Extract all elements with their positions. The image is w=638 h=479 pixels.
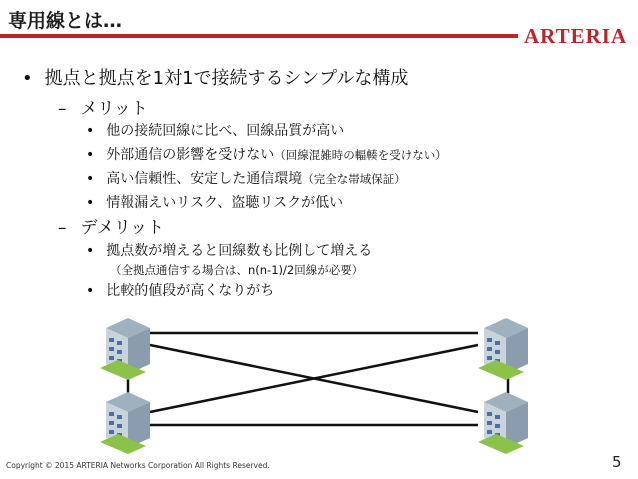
demerit-item-2	[86, 280, 274, 300]
merit-item-text: 高い信頼性、安定した通信環境	[106, 171, 303, 187]
page-number: 5	[612, 453, 622, 471]
copyright-footer: Copyright © 2015 ARTERIA Networks Corporation All Rights Reserved.	[6, 461, 270, 470]
building-icon	[478, 392, 528, 454]
bullet-main	[22, 64, 408, 90]
merit-item-4	[86, 192, 343, 212]
merit-item-note: （回線混雑時の輻輳を受けない）	[274, 148, 447, 162]
header-rule	[0, 34, 518, 38]
merit-item-text: 外部通信の影響を受けない	[106, 147, 275, 163]
merit-heading	[58, 94, 148, 119]
merit-item-1	[86, 120, 344, 140]
network-diagram	[0, 300, 638, 460]
page-title: 専用線とは…	[8, 10, 123, 32]
building-icon	[100, 318, 150, 380]
demerit-heading-text: デメリット	[80, 218, 165, 238]
bullet-main-text: 拠点と拠点を1対1で接続するシンプルな構成	[44, 68, 409, 89]
building-icon	[478, 318, 528, 380]
connection-lines	[128, 333, 508, 425]
demerit-item-text: 比較的値段が高くなりがち	[106, 283, 275, 299]
merit-item-3	[86, 168, 406, 188]
merit-heading-text: メリット	[80, 99, 148, 119]
merit-item-text: 他の接続回線に比べ、回線品質が高い	[106, 123, 345, 139]
demerit-item-1-note: （全拠点通信する場合は、n(n-1)/2回線が必要）	[110, 263, 364, 277]
demerit-item-1	[86, 240, 372, 260]
merit-item-text: 情報漏えいリスク、盗聴リスクが低い	[106, 195, 344, 211]
merit-item-note: （完全な帯域保証）	[302, 172, 406, 186]
demerit-item-text: 拠点数が増えると回線数も比例して増える	[106, 243, 373, 259]
demerit-heading	[58, 213, 164, 238]
building-icon	[100, 392, 150, 454]
arteria-logo: ARTERIA	[524, 24, 628, 48]
merit-item-2	[86, 144, 447, 164]
